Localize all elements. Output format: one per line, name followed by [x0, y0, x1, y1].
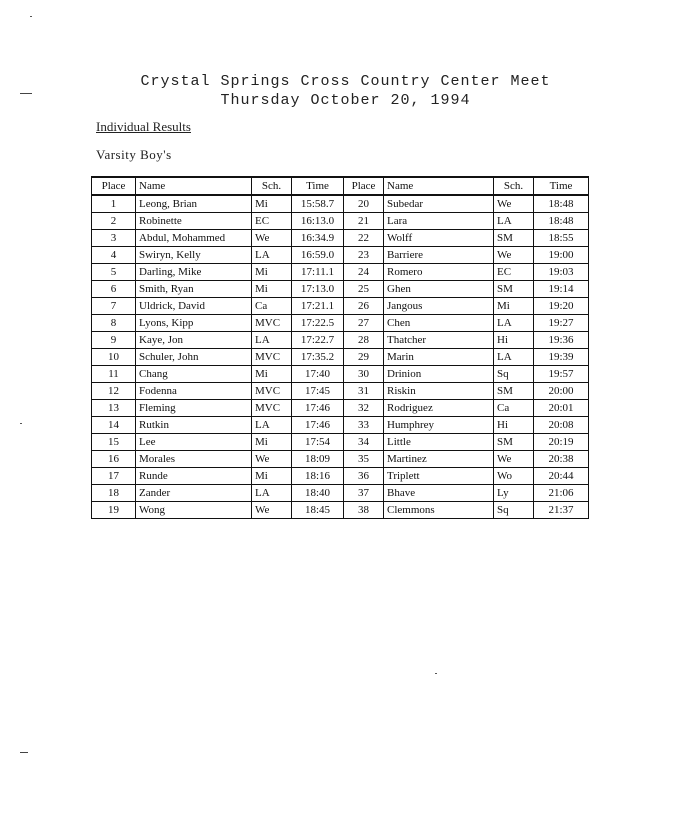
place-cell: 36 — [344, 468, 384, 485]
school-cell: Mi — [252, 264, 292, 281]
school-cell: Mi — [252, 281, 292, 298]
school-cell: LA — [252, 332, 292, 349]
school-cell: We — [252, 230, 292, 247]
time-cell: 19:36 — [534, 332, 589, 349]
time-cell: 19:03 — [534, 264, 589, 281]
school-cell: We — [494, 247, 534, 264]
name-cell: Martinez — [384, 451, 494, 468]
place-cell: 15 — [92, 434, 136, 451]
name-cell: Leong, Brian — [136, 195, 252, 213]
name-cell: Abdul, Mohammed — [136, 230, 252, 247]
table-row — [92, 366, 589, 383]
table-row — [92, 383, 589, 400]
place-cell: 28 — [344, 332, 384, 349]
table-row — [92, 417, 589, 434]
name-cell: Wolff — [384, 230, 494, 247]
place-cell: 25 — [344, 281, 384, 298]
table-header-row — [92, 177, 589, 195]
header-name: Name — [384, 177, 494, 195]
table-row — [92, 298, 589, 315]
table-row — [92, 349, 589, 366]
time-cell: 19:27 — [534, 315, 589, 332]
header-name: Name — [136, 177, 252, 195]
table-row — [92, 213, 589, 230]
place-cell: 5 — [92, 264, 136, 281]
name-cell: Humphrey — [384, 417, 494, 434]
name-cell: Rodriguez — [384, 400, 494, 417]
table-row — [92, 502, 589, 519]
name-cell: Barriere — [384, 247, 494, 264]
name-cell: Chang — [136, 366, 252, 383]
school-cell: Mi — [494, 298, 534, 315]
place-cell: 31 — [344, 383, 384, 400]
results-body — [92, 195, 589, 519]
place-cell: 6 — [92, 281, 136, 298]
place-cell: 9 — [92, 332, 136, 349]
name-cell: Clemmons — [384, 502, 494, 519]
time-cell: 18:45 — [292, 502, 344, 519]
time-cell: 17:46 — [292, 400, 344, 417]
time-cell: 20:19 — [534, 434, 589, 451]
table-row — [92, 247, 589, 264]
name-cell: Subedar — [384, 195, 494, 213]
name-cell: Zander — [136, 485, 252, 502]
time-cell: 18:55 — [534, 230, 589, 247]
table-row — [92, 400, 589, 417]
school-cell: MVC — [252, 349, 292, 366]
place-cell: 12 — [92, 383, 136, 400]
place-cell: 38 — [344, 502, 384, 519]
school-cell: Mi — [252, 195, 292, 213]
name-cell: Lyons, Kipp — [136, 315, 252, 332]
place-cell: 1 — [92, 195, 136, 213]
school-cell: SM — [494, 281, 534, 298]
time-cell: 19:20 — [534, 298, 589, 315]
header-school: Sch. — [494, 177, 534, 195]
table-row — [92, 332, 589, 349]
place-cell: 13 — [92, 400, 136, 417]
time-cell: 18:16 — [292, 468, 344, 485]
time-cell: 21:37 — [534, 502, 589, 519]
place-cell: 11 — [92, 366, 136, 383]
place-cell: 20 — [344, 195, 384, 213]
scan-speck — [30, 16, 32, 17]
time-cell: 19:14 — [534, 281, 589, 298]
time-cell: 17:46 — [292, 417, 344, 434]
school-cell: We — [494, 451, 534, 468]
school-cell: SM — [494, 434, 534, 451]
place-cell: 33 — [344, 417, 384, 434]
name-cell: Schuler, John — [136, 349, 252, 366]
place-cell: 2 — [92, 213, 136, 230]
time-cell: 18:09 — [292, 451, 344, 468]
school-cell: SM — [494, 383, 534, 400]
division-heading: Varsity Boy's — [96, 147, 172, 162]
place-cell: 14 — [92, 417, 136, 434]
time-cell: 17:40 — [292, 366, 344, 383]
school-cell: Ca — [494, 400, 534, 417]
place-cell: 23 — [344, 247, 384, 264]
table-row — [92, 264, 589, 281]
time-cell: 20:00 — [534, 383, 589, 400]
table-row — [92, 434, 589, 451]
name-cell: Romero — [384, 264, 494, 281]
place-cell: 7 — [92, 298, 136, 315]
school-cell: MVC — [252, 315, 292, 332]
school-cell: LA — [252, 247, 292, 264]
name-cell: Marin — [384, 349, 494, 366]
name-cell: Thatcher — [384, 332, 494, 349]
school-cell: LA — [252, 485, 292, 502]
place-cell: 37 — [344, 485, 384, 502]
time-cell: 21:06 — [534, 485, 589, 502]
section-heading: Individual Results — [96, 119, 191, 134]
school-cell: Mi — [252, 434, 292, 451]
school-cell: We — [494, 195, 534, 213]
school-cell: MVC — [252, 383, 292, 400]
time-cell: 19:57 — [534, 366, 589, 383]
school-cell: LA — [494, 349, 534, 366]
table-row — [92, 485, 589, 502]
place-cell: 22 — [344, 230, 384, 247]
place-cell: 16 — [92, 451, 136, 468]
name-cell: Swiryn, Kelly — [136, 247, 252, 264]
time-cell: 17:22.5 — [292, 315, 344, 332]
time-cell: 18:48 — [534, 195, 589, 213]
school-cell: LA — [252, 417, 292, 434]
name-cell: Riskin — [384, 383, 494, 400]
scan-mark — [20, 752, 28, 753]
place-cell: 26 — [344, 298, 384, 315]
scan-speck — [20, 423, 22, 424]
time-cell: 18:48 — [534, 213, 589, 230]
school-cell: Sq — [494, 366, 534, 383]
school-cell: MVC — [252, 400, 292, 417]
time-cell: 20:38 — [534, 451, 589, 468]
school-cell: Hi — [494, 417, 534, 434]
school-cell: Wo — [494, 468, 534, 485]
school-cell: Hi — [494, 332, 534, 349]
table-row — [92, 315, 589, 332]
time-cell: 20:08 — [534, 417, 589, 434]
header-time: Time — [292, 177, 344, 195]
table-row — [92, 468, 589, 485]
place-cell: 24 — [344, 264, 384, 281]
name-cell: Runde — [136, 468, 252, 485]
time-cell: 16:13.0 — [292, 213, 344, 230]
place-cell: 21 — [344, 213, 384, 230]
header-time: Time — [534, 177, 589, 195]
place-cell: 35 — [344, 451, 384, 468]
place-cell: 3 — [92, 230, 136, 247]
school-cell: We — [252, 502, 292, 519]
table-row — [92, 451, 589, 468]
place-cell: 8 — [92, 315, 136, 332]
place-cell: 32 — [344, 400, 384, 417]
header-place: Place — [344, 177, 384, 195]
name-cell: Morales — [136, 451, 252, 468]
time-cell: 16:59.0 — [292, 247, 344, 264]
place-cell: 30 — [344, 366, 384, 383]
name-cell: Kaye, Jon — [136, 332, 252, 349]
school-cell: Mi — [252, 468, 292, 485]
time-cell: 17:54 — [292, 434, 344, 451]
name-cell: Chen — [384, 315, 494, 332]
place-cell: 19 — [92, 502, 136, 519]
name-cell: Triplett — [384, 468, 494, 485]
school-cell: Sq — [494, 502, 534, 519]
place-cell: 27 — [344, 315, 384, 332]
time-cell: 19:00 — [534, 247, 589, 264]
table-row — [92, 281, 589, 298]
name-cell: Drinion — [384, 366, 494, 383]
name-cell: Rutkin — [136, 417, 252, 434]
name-cell: Little — [384, 434, 494, 451]
name-cell: Jangous — [384, 298, 494, 315]
name-cell: Darling, Mike — [136, 264, 252, 281]
name-cell: Fodenna — [136, 383, 252, 400]
time-cell: 19:39 — [534, 349, 589, 366]
school-cell: LA — [494, 213, 534, 230]
name-cell: Lara — [384, 213, 494, 230]
time-cell: 17:13.0 — [292, 281, 344, 298]
time-cell: 17:22.7 — [292, 332, 344, 349]
time-cell: 20:44 — [534, 468, 589, 485]
name-cell: Fleming — [136, 400, 252, 417]
school-cell: Mi — [252, 366, 292, 383]
place-cell: 17 — [92, 468, 136, 485]
header-place: Place — [92, 177, 136, 195]
time-cell: 16:34.9 — [292, 230, 344, 247]
school-cell: LA — [494, 315, 534, 332]
time-cell: 20:01 — [534, 400, 589, 417]
table-row — [92, 195, 589, 213]
place-cell: 29 — [344, 349, 384, 366]
school-cell: EC — [252, 213, 292, 230]
time-cell: 17:45 — [292, 383, 344, 400]
name-cell: Bhave — [384, 485, 494, 502]
place-cell: 4 — [92, 247, 136, 264]
document-title-block — [0, 72, 691, 110]
name-cell: Robinette — [136, 213, 252, 230]
scan-speck — [435, 673, 437, 674]
name-cell: Lee — [136, 434, 252, 451]
school-cell: We — [252, 451, 292, 468]
school-cell: Ca — [252, 298, 292, 315]
time-cell: 17:35.2 — [292, 349, 344, 366]
name-cell: Smith, Ryan — [136, 281, 252, 298]
time-cell: 15:58.7 — [292, 195, 344, 213]
place-cell: 18 — [92, 485, 136, 502]
name-cell: Uldrick, David — [136, 298, 252, 315]
name-cell: Ghen — [384, 281, 494, 298]
time-cell: 18:40 — [292, 485, 344, 502]
time-cell: 17:21.1 — [292, 298, 344, 315]
place-cell: 34 — [344, 434, 384, 451]
time-cell: 17:11.1 — [292, 264, 344, 281]
name-cell: Wong — [136, 502, 252, 519]
place-cell: 10 — [92, 349, 136, 366]
results-table — [91, 176, 589, 519]
school-cell: Ly — [494, 485, 534, 502]
header-school: Sch. — [252, 177, 292, 195]
document-date: Thursday October 20, 1994 — [220, 92, 471, 109]
table-row — [92, 230, 589, 247]
school-cell: SM — [494, 230, 534, 247]
document-title: Crystal Springs Cross Country Center Meet — [140, 73, 551, 90]
school-cell: EC — [494, 264, 534, 281]
